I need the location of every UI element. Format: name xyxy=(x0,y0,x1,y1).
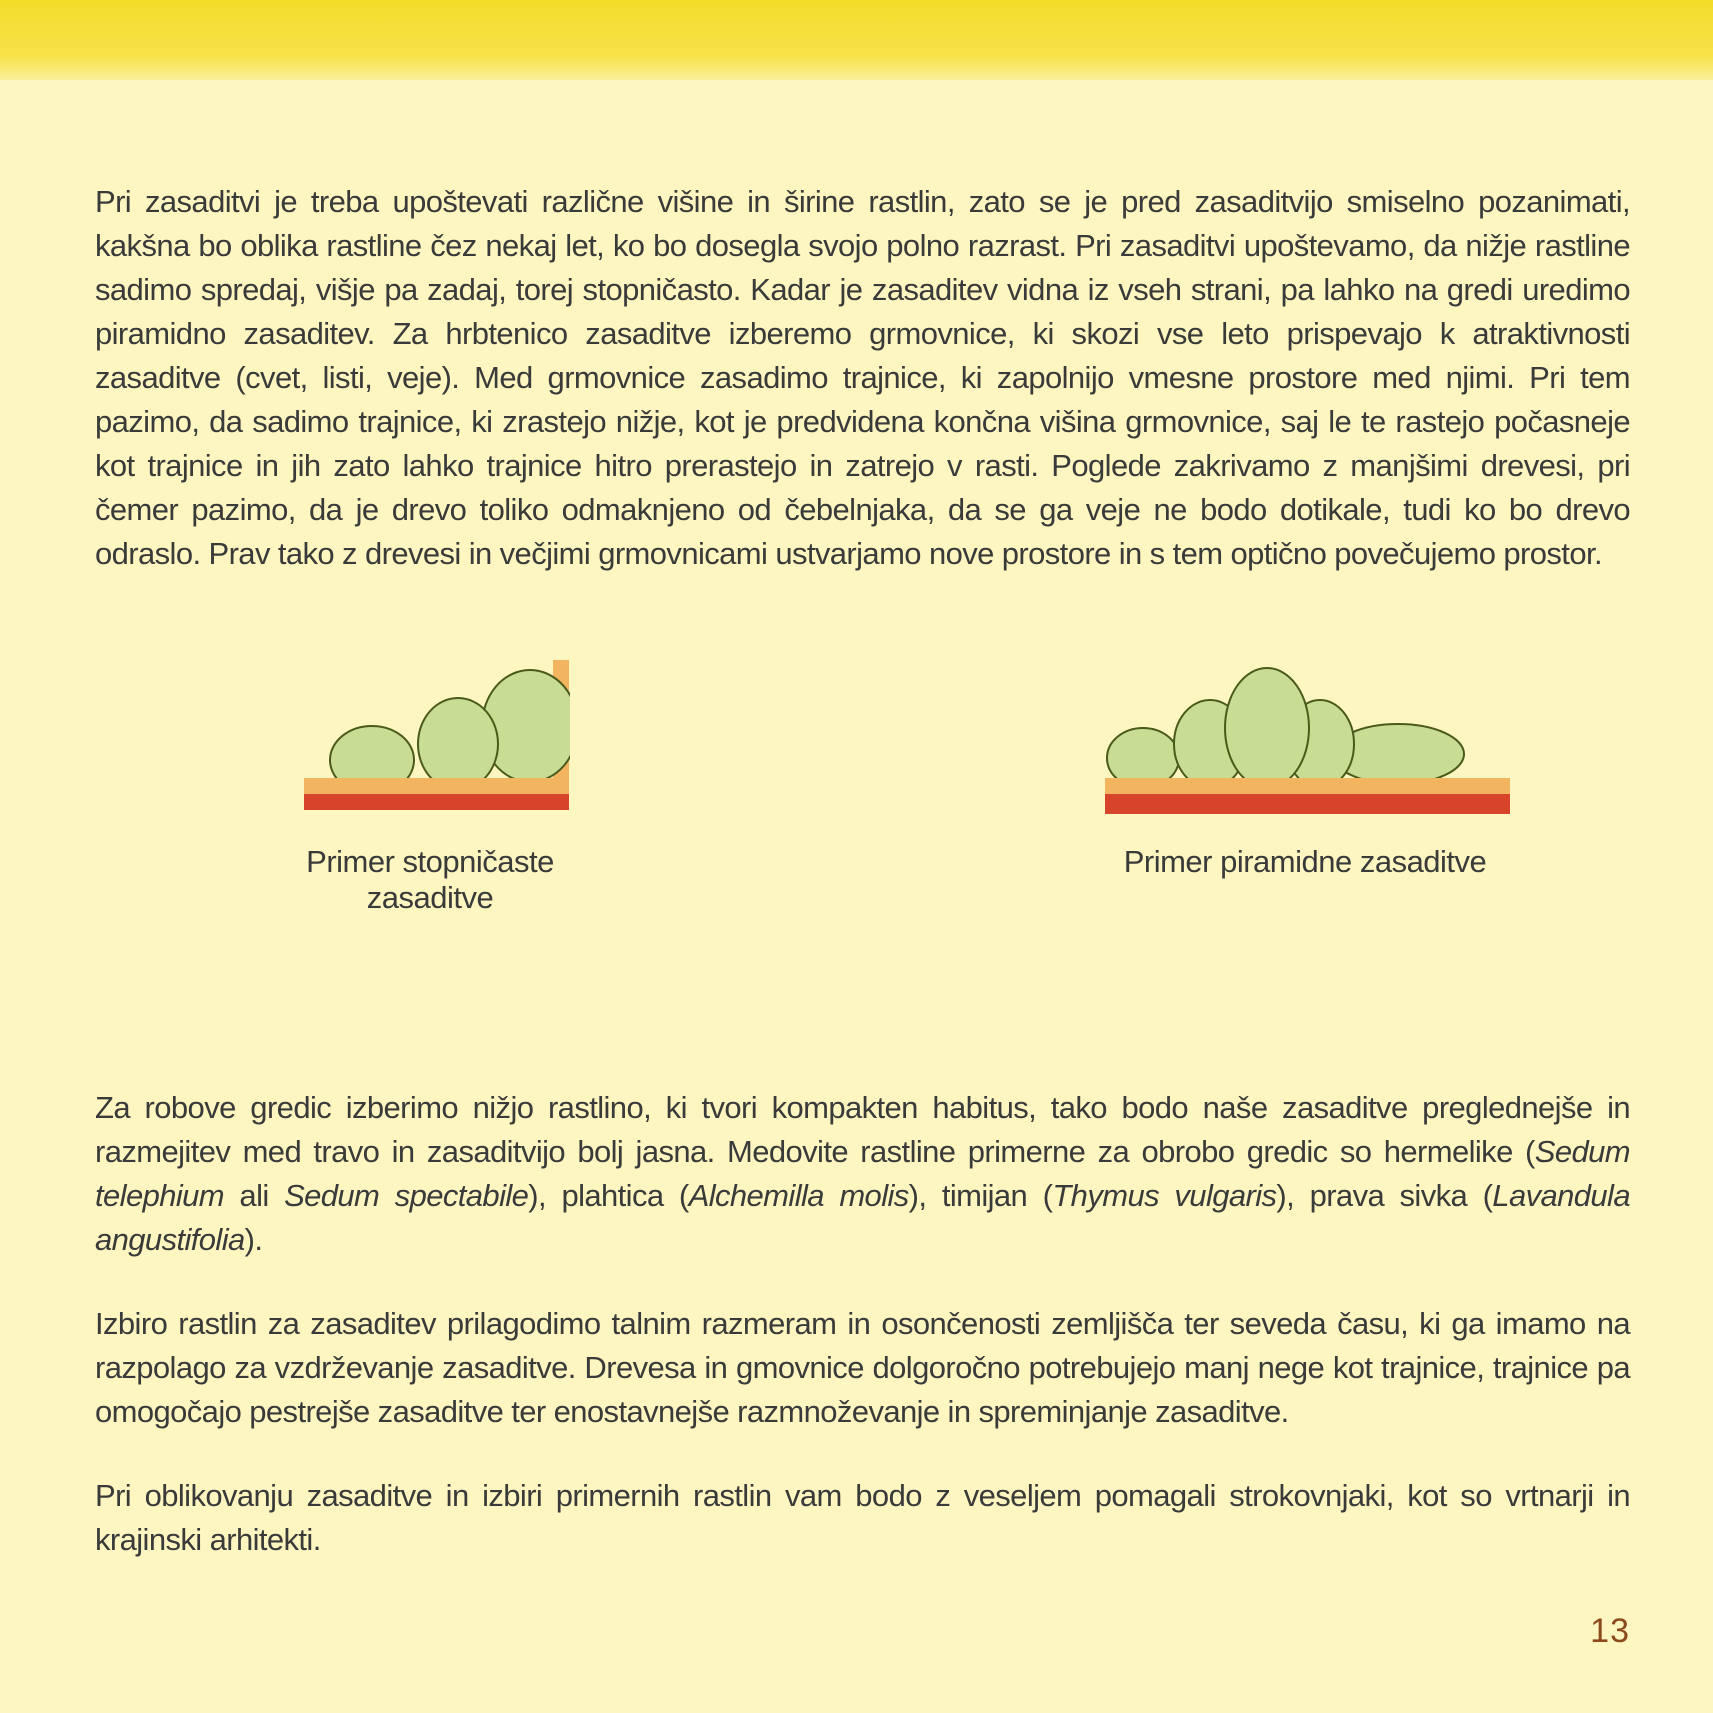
figures-row xyxy=(95,656,1630,956)
paragraph-edge-plants xyxy=(95,1086,1630,1262)
pyramid-planting-illustration xyxy=(1095,656,1515,816)
bush-medium xyxy=(418,698,498,790)
soil-top-layer xyxy=(304,778,569,794)
latin-name: Thymus vulgaris xyxy=(1052,1178,1277,1213)
text-segment: ), plahtica ( xyxy=(528,1178,689,1213)
page-number: 13 xyxy=(1590,1612,1630,1650)
figure-pyramid-planting xyxy=(1055,656,1555,880)
text-segment: ). xyxy=(244,1222,263,1257)
latin-name: Alchemilla molis xyxy=(688,1178,909,1213)
latin-name: Lavandula angustifolia xyxy=(95,1178,1630,1257)
latin-name: Sedum spectabile xyxy=(284,1178,529,1213)
latin-name: Sedum telephium xyxy=(95,1134,1630,1213)
stepped-planting-illustration xyxy=(290,656,570,816)
bush-center-tall xyxy=(1225,668,1309,788)
caption-pyramid: Primer piramidne zasaditve xyxy=(1123,844,1487,879)
figure-stepped-planting xyxy=(245,656,615,916)
text-segment: ali xyxy=(224,1178,285,1213)
soil-top-layer xyxy=(1105,778,1510,794)
soil-bottom-layer xyxy=(304,794,569,810)
text-segment: ), prava sivka ( xyxy=(1276,1178,1493,1213)
top-color-band xyxy=(0,0,1713,80)
paragraph-plant-selection: Izbiro rastlin za zasaditev prilagodimo talnim razmeram in osončenosti zemljišča ter seveda času, ki ga imamo na razpolago za vzdrževanje zasaditve. Drevesa in gmovnice dolgoročno potrebujejo manj nege kot trajnice, trajnice pa omogočajo pestrejše zasaditve ter enostavnejše razmnoževanje in spreminjanje zasaditve. xyxy=(95,1306,1630,1429)
paragraph-experts: Pri oblikovanju zasaditve in izbiri primernih rastlin vam bodo z veseljem pomagali strokovnjaki, kot so vrtnarji in krajinski arhitekti. xyxy=(95,1478,1630,1557)
soil-bottom-layer xyxy=(1105,794,1510,814)
paragraph-intro: Pri zasaditvi je treba upoštevati različne višine in širine rastlin, zato se je pred zasaditvijo smiselno pozanimati, kakšna bo oblika rastline čez nekaj let, ko bo dosegla svojo polno razrast. Pri zasaditvi upoštevamo, da nižje rastline sadimo spredaj, višje pa zadaj, torej stopničasto. Kadar je zasaditev vidna iz vseh strani, pa lahko na gredi uredimo piramidno zasaditev. Za hrbtenico zasaditve izberemo grmovnice, ki skozi vse leto prispevajo k atraktivnosti zasaditve (cvet, listi, veje). Med grmovnice zasadimo trajnice, ki zapolnijo vmesne prostore med njimi. Pri tem pazimo, da sadimo trajnice, ki zrastejo nižje, kot je predvidena končna višina grmovnice, saj le te rastejo počasneje kot trajnice in jih zato lahko trajnice hitro prerastejo in zatrejo v rasti. Poglede zakrivamo z manjšimi drevesi, pri čemer pazimo, da je drevo toliko odmaknjeno od čebelnjaka, da se ga veje ne bodo dotikale, tudi ko bo drevo odraslo. Prav tako z drevesi in večjimi grmovnicami ustvarjamo nove prostore in s tem optično povečujemo prostor. xyxy=(95,184,1630,571)
text-segment: Za robove gredic izberimo nižjo rastlino, ki tvori kompakten habitus, tako bodo naše zasaditve preglednejše in razmejitev med travo in zasaditvijo bolj jasna. Medovite rastline primerne za obrobo gredic so hermelike ( xyxy=(95,1090,1630,1169)
caption-stepped: Primer stopničaste zasaditve xyxy=(306,844,554,915)
page-content xyxy=(95,180,1630,1562)
text-segment: ), timijan ( xyxy=(908,1178,1053,1213)
